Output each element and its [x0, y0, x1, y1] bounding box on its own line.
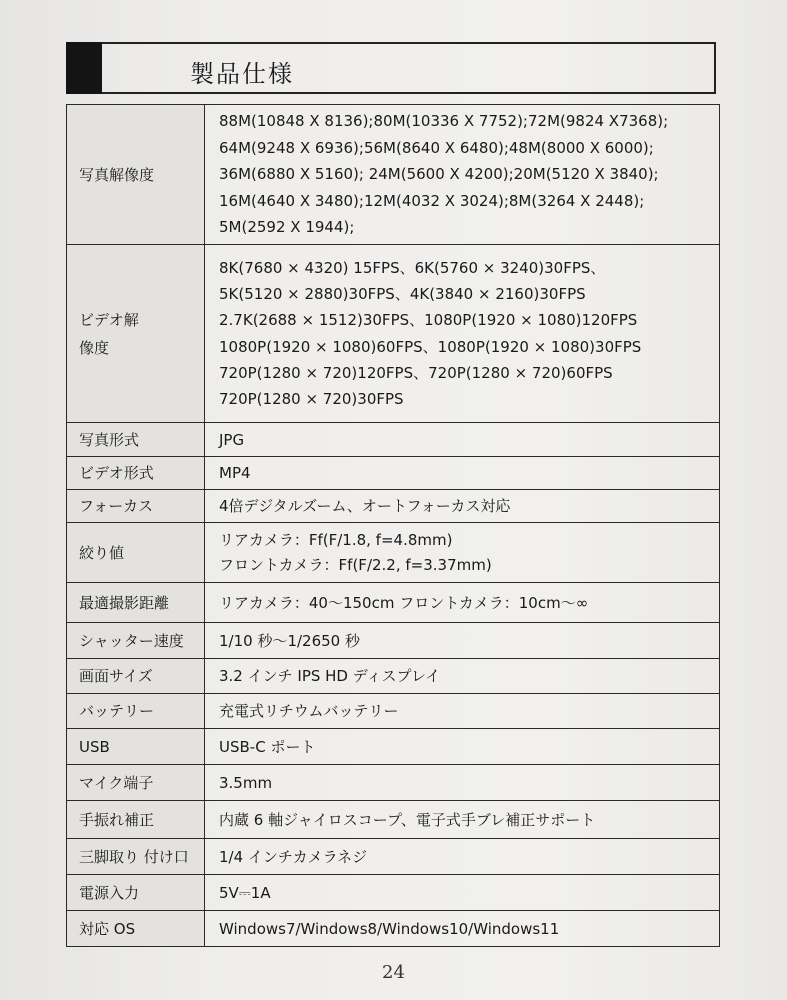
spec-value	[205, 523, 720, 583]
table-row	[67, 694, 720, 729]
spec-value-line: 8K(7680 × 4320) 15FPS、6K(5760 × 3240)30FPS、	[219, 258, 606, 277]
table-row	[67, 729, 720, 765]
spec-value	[205, 105, 720, 245]
spec-value-line: 720P(1280 × 720)30FPS	[219, 390, 404, 409]
page-number: 24	[382, 962, 405, 983]
title-tab-marker	[66, 42, 102, 94]
spec-table	[66, 104, 720, 947]
table-row	[67, 457, 720, 490]
spec-value-line: 2.7K(2688 × 1512)30FPS、1080P(1920 × 1080)120FPS	[219, 311, 638, 330]
spec-value: 1/10 秒～1/2650 秒	[205, 623, 720, 659]
spec-label: ビデオ形式	[67, 457, 205, 490]
spec-label: 写真解像度	[67, 105, 205, 245]
spec-value-line: リアカメラ：Ff(F/1.8, f=4.8mm)	[219, 530, 453, 549]
table-row	[67, 245, 720, 423]
spec-value: 充電式リチウムバッテリー	[205, 694, 720, 729]
spec-label: 画面サイズ	[67, 659, 205, 694]
table-row	[67, 875, 720, 911]
spec-label-line: ビデオ解	[79, 310, 139, 329]
spec-value: 内蔵 6 軸ジャイロスコープ、電子式手ブレ補正サポート	[205, 801, 720, 839]
spec-label: 電源入力	[67, 875, 205, 911]
spec-value-line: 88M(10848 X 8136);80M(10336 X 7752);72M(9824 X7368);	[219, 112, 669, 131]
spec-value-line: 36M(6880 X 5160); 24M(5600 X 4200);20M(5120 X 3840);	[219, 165, 659, 184]
table-row	[67, 583, 720, 623]
spec-label: 三脚取り 付け口	[67, 839, 205, 875]
spec-label: フォーカス	[67, 490, 205, 523]
spec-value: 4倍デジタルズーム、オートフォーカス対応	[205, 490, 720, 523]
table-row	[67, 765, 720, 801]
spec-label: 写真形式	[67, 423, 205, 457]
spec-value-line: 64M(9248 X 6936);56M(8640 X 6480);48M(8000 X 6000);	[219, 138, 654, 157]
table-row	[67, 911, 720, 947]
table-row	[67, 490, 720, 523]
spec-value: MP4	[205, 457, 720, 490]
table-row	[67, 659, 720, 694]
spec-value-line: 16M(4640 X 3480);12M(4032 X 3024);8M(3264 X 2448);	[219, 191, 645, 210]
spec-value: 3.2 インチ IPS HD ディスプレイ	[205, 659, 720, 694]
spec-label	[67, 245, 205, 423]
spec-value: JPG	[205, 423, 720, 457]
spec-label: バッテリー	[67, 694, 205, 729]
spec-label: 絞り値	[67, 523, 205, 583]
section-title: 製品仕様	[190, 60, 294, 88]
spec-label: 手振れ補正	[67, 801, 205, 839]
table-row	[67, 523, 720, 583]
spec-label-line: 像度	[79, 338, 110, 357]
table-row	[67, 423, 720, 457]
spec-value: リアカメラ：40～150cm フロントカメラ：10cm～∞	[205, 583, 720, 623]
spec-label: マイク端子	[67, 765, 205, 801]
spec-label: 対応 OS	[67, 911, 205, 947]
spec-value: 5V⎓1A	[205, 875, 720, 911]
spec-value: USB-C ポート	[205, 729, 720, 765]
spec-value-line: 1080P(1920 × 1080)60FPS、1080P(1920 × 1080)30FPS	[219, 337, 642, 356]
spec-value-line: 720P(1280 × 720)120FPS、720P(1280 × 720)60FPS	[219, 363, 613, 382]
table-row	[67, 801, 720, 839]
spec-value-line: 5K(5120 × 2880)30FPS、4K(3840 × 2160)30FPS	[219, 284, 586, 303]
spec-label: USB	[67, 729, 205, 765]
table-row	[67, 623, 720, 659]
spec-value	[205, 245, 720, 423]
spec-value: 1/4 インチカメラネジ	[205, 839, 720, 875]
table-row	[67, 839, 720, 875]
spec-value: Windows7/Windows8/Windows10/Windows11	[205, 911, 720, 947]
spec-value-line: 5M(2592 X 1944);	[219, 218, 355, 237]
section-title-box	[66, 42, 716, 94]
table-row	[67, 105, 720, 245]
spec-label: シャッター速度	[67, 623, 205, 659]
spec-value: 3.5mm	[205, 765, 720, 801]
spec-label: 最適撮影距離	[67, 583, 205, 623]
spec-value-line: フロントカメラ：Ff(F/2.2, f=3.37mm)	[219, 555, 492, 574]
